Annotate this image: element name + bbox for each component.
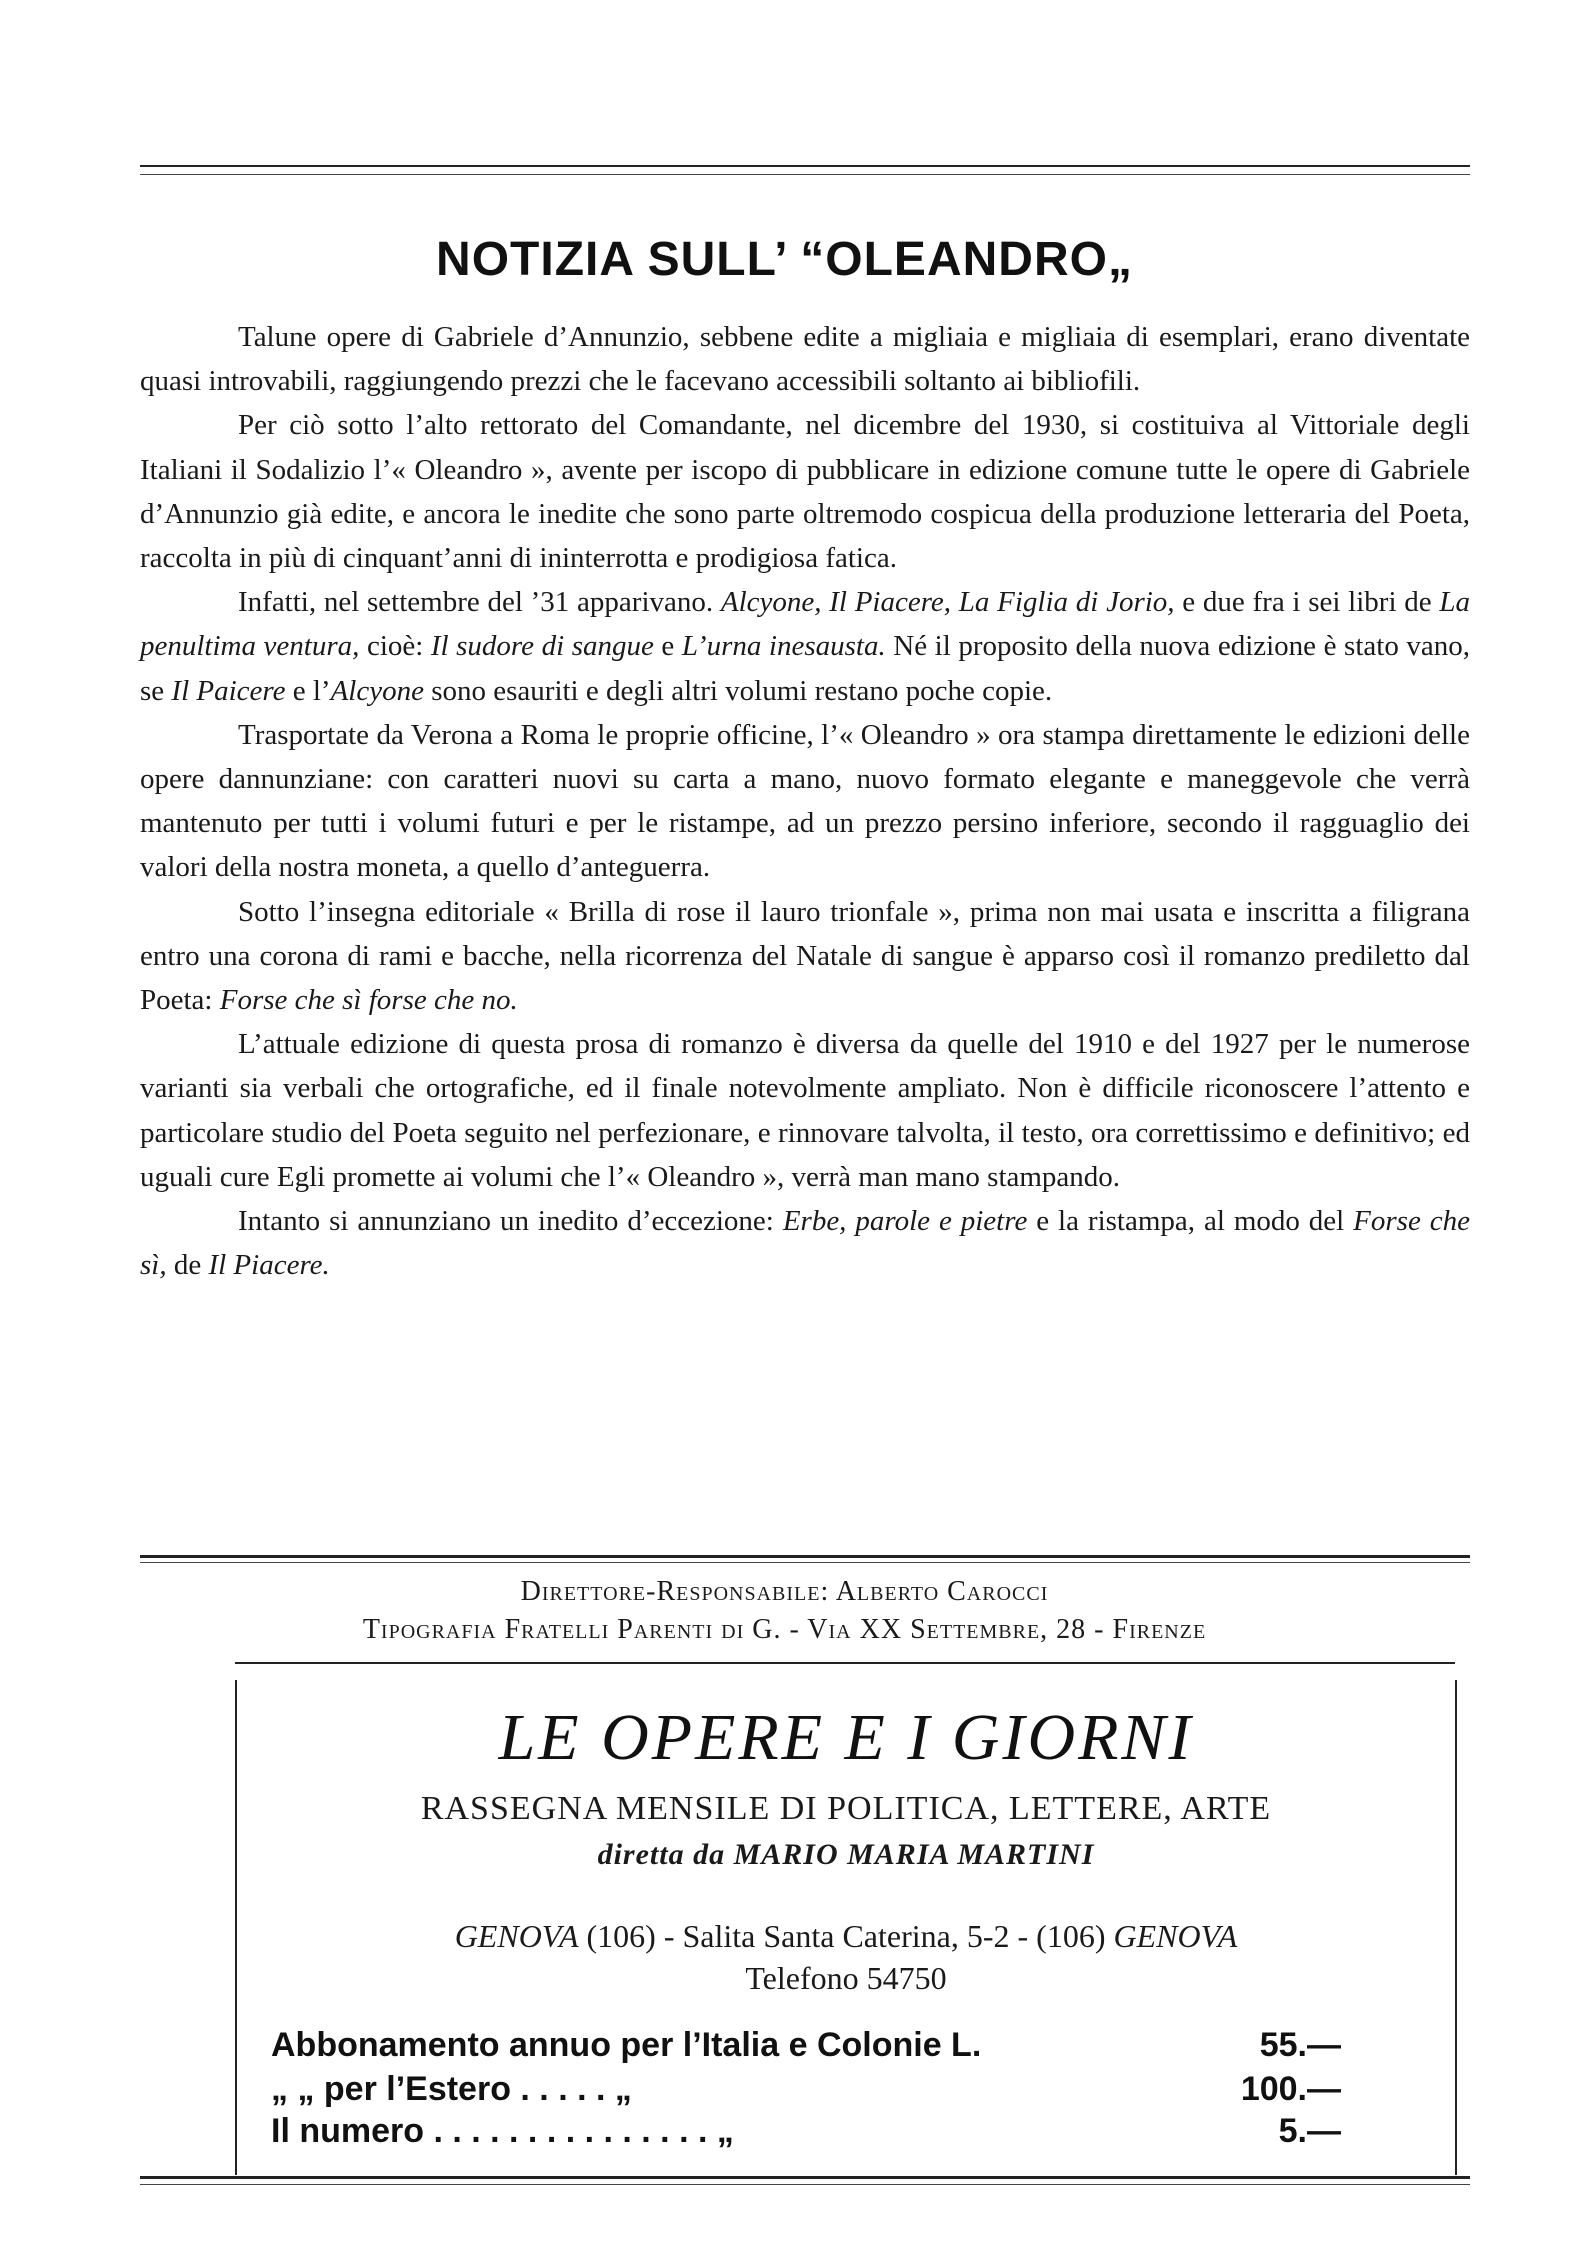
book-title: Il Piacere.	[208, 1249, 330, 1282]
advert-bottom-rule	[140, 2176, 1470, 2179]
street-address: (106) - Salita Santa Caterina, 5-2 - (106)	[578, 1918, 1114, 1954]
paragraph-7	[140, 1199, 1470, 1287]
advert-box	[235, 1680, 1457, 2175]
single-issue-label: Il numero . . . . . . . . . . . . . . . „	[271, 2112, 734, 2150]
paragraph-2: Per ciò sotto l’alto rettorato del Comandante, nel dicembre del 1930, si costituiva al Vittoriale degli Italiani il Sodalizio l’« Oleandro », avente per iscopo di pubblicare in edizione comune tutte le opere di Gabriele d’Annunzio già edite, e ancora le inedite che sono parte oltremodo cospicua della produzione letteraria del Poeta, raccolta in più di cinquant’anni di ininterrotta e prodigiosa fatica.	[140, 409, 1470, 575]
subscription-italy	[271, 2026, 1341, 2065]
article-body	[140, 315, 1470, 1287]
advert-bottom-rule-inner	[140, 2184, 1470, 2185]
advert-phone: Telefono 54750	[745, 1960, 947, 1996]
subscription-abroad-label: „ „ per l’Estero . . . . . „	[271, 2070, 632, 2108]
text-run: Sotto l’insegna editoriale « Brilla di rose il lauro trionfale », prima non mai usata e inscritta a filigrana entro una corona di rami e bacche, nella ricorrenza del Natale di sangue è apparso così il romanzo prediletto dal Poeta:	[140, 895, 1470, 1017]
paragraph-1: Talune opere di Gabriele d’Annunzio, sebbene edite a migliaia e migliaia di esemplari, erano diventate quasi introvabili, raggiungendo prezzi che le facevano accessibili soltanto ai bibliofili.	[140, 321, 1470, 398]
subscription-abroad	[271, 2070, 1341, 2109]
text-run: Infatti, nel settembre del ’31 apparivano.	[238, 586, 721, 619]
text-run: Né il proposito della nuova edizione è stato vano, se	[140, 630, 1470, 707]
top-rule	[140, 165, 1470, 167]
book-title: Forse che sì forse che no.	[219, 984, 518, 1017]
book-title: Forse che sì,	[140, 1205, 1471, 1282]
advert-title: LE OPERE E I GIORNI	[498, 1701, 1194, 1774]
text-run: e due fra i sei libri de	[1174, 586, 1440, 619]
top-rule-inner	[140, 174, 1470, 175]
book-title: La penultima ventura,	[140, 586, 1471, 663]
book-title: Erbe, parole e pietre	[782, 1205, 1028, 1238]
text-run: sono esauriti e degli altri volumi restano poche copie.	[423, 674, 1053, 707]
text-run: Intanto si annunziano un inedito d’eccezione:	[238, 1205, 783, 1238]
subscription-abroad-price: 100.—	[1240, 2070, 1341, 2108]
colophon-director: Direttore-Responsabile: Alberto Carocci	[520, 1576, 1049, 1607]
article-title: NOTIZIA SULL’ “OLEANDRO„	[436, 233, 1133, 286]
advert-top-rule	[235, 1662, 1455, 1664]
single-issue	[271, 2112, 1341, 2151]
paragraph-4: Trasportate da Verona a Roma le proprie officine, l’« Oleandro » ora stampa direttamente le edizioni delle opere dannunziane: con caratteri nuovi su carta a mano, nuovo formato elegante e maneggevole che verrà mantenuto per tutti i volumi futuri e per le ristampe, ad un prezzo persino inferiore, secondo il ragguaglio dei valori della nostra moneta, a quello d’anteguerra.	[140, 718, 1470, 884]
book-title: Il Paicere	[171, 674, 286, 707]
text-run: cioè:	[359, 630, 431, 663]
city-right: GENOVA	[1113, 1918, 1238, 1954]
city-left: GENOVA	[454, 1918, 579, 1954]
advert-subtitle: RASSEGNA MENSILE DI POLITICA, LETTERE, ARTE	[420, 1790, 1272, 1827]
book-title: Alcyone	[330, 674, 424, 707]
text-run: e la ristampa, al modo del	[1027, 1205, 1354, 1238]
advert-address	[237, 1918, 1455, 1955]
text-run: de	[166, 1249, 209, 1282]
book-titles: Alcyone, Il Piacere, La Figlia di Jorio,	[720, 586, 1175, 619]
colophon-rule	[140, 1555, 1470, 1558]
book-title: Il sudore di sangue	[430, 630, 654, 663]
single-issue-price: 5.—	[1278, 2112, 1341, 2150]
book-title: L’urna inesausta.	[681, 630, 886, 663]
text-run: e l’	[285, 674, 331, 707]
text-run: e	[653, 630, 682, 663]
subscription-italy-price: 55.—	[1259, 2026, 1341, 2064]
paragraph-6: L’attuale edizione di questa prosa di romanzo è diversa da quelle del 1910 e del 1927 per le numerose varianti sia verbali che ortografiche, ed il finale notevolmente ampliato. Non è difficile riconoscere l’attento e particolare studio del Poeta seguito nel perfezionare, e rinnovare talvolta, il testo, ora correttissimo e definitivo; ed uguali cure Egli promette ai volumi che l’« Oleandro », verrà man mano stampando.	[140, 1028, 1470, 1193]
paragraph-3	[140, 580, 1470, 713]
paragraph-5	[140, 890, 1470, 1023]
colophon-rule-inner	[140, 1562, 1470, 1563]
advert-editor: diretta da MARIO MARIA MARTINI	[597, 1838, 1095, 1871]
colophon-printer: Tipografia Fratelli Parenti di G. - Via XX Settembre, 28 - Firenze	[362, 1614, 1207, 1645]
subscription-italy-label: Abbonamento annuo per l’Italia e Colonie L.	[271, 2026, 982, 2064]
